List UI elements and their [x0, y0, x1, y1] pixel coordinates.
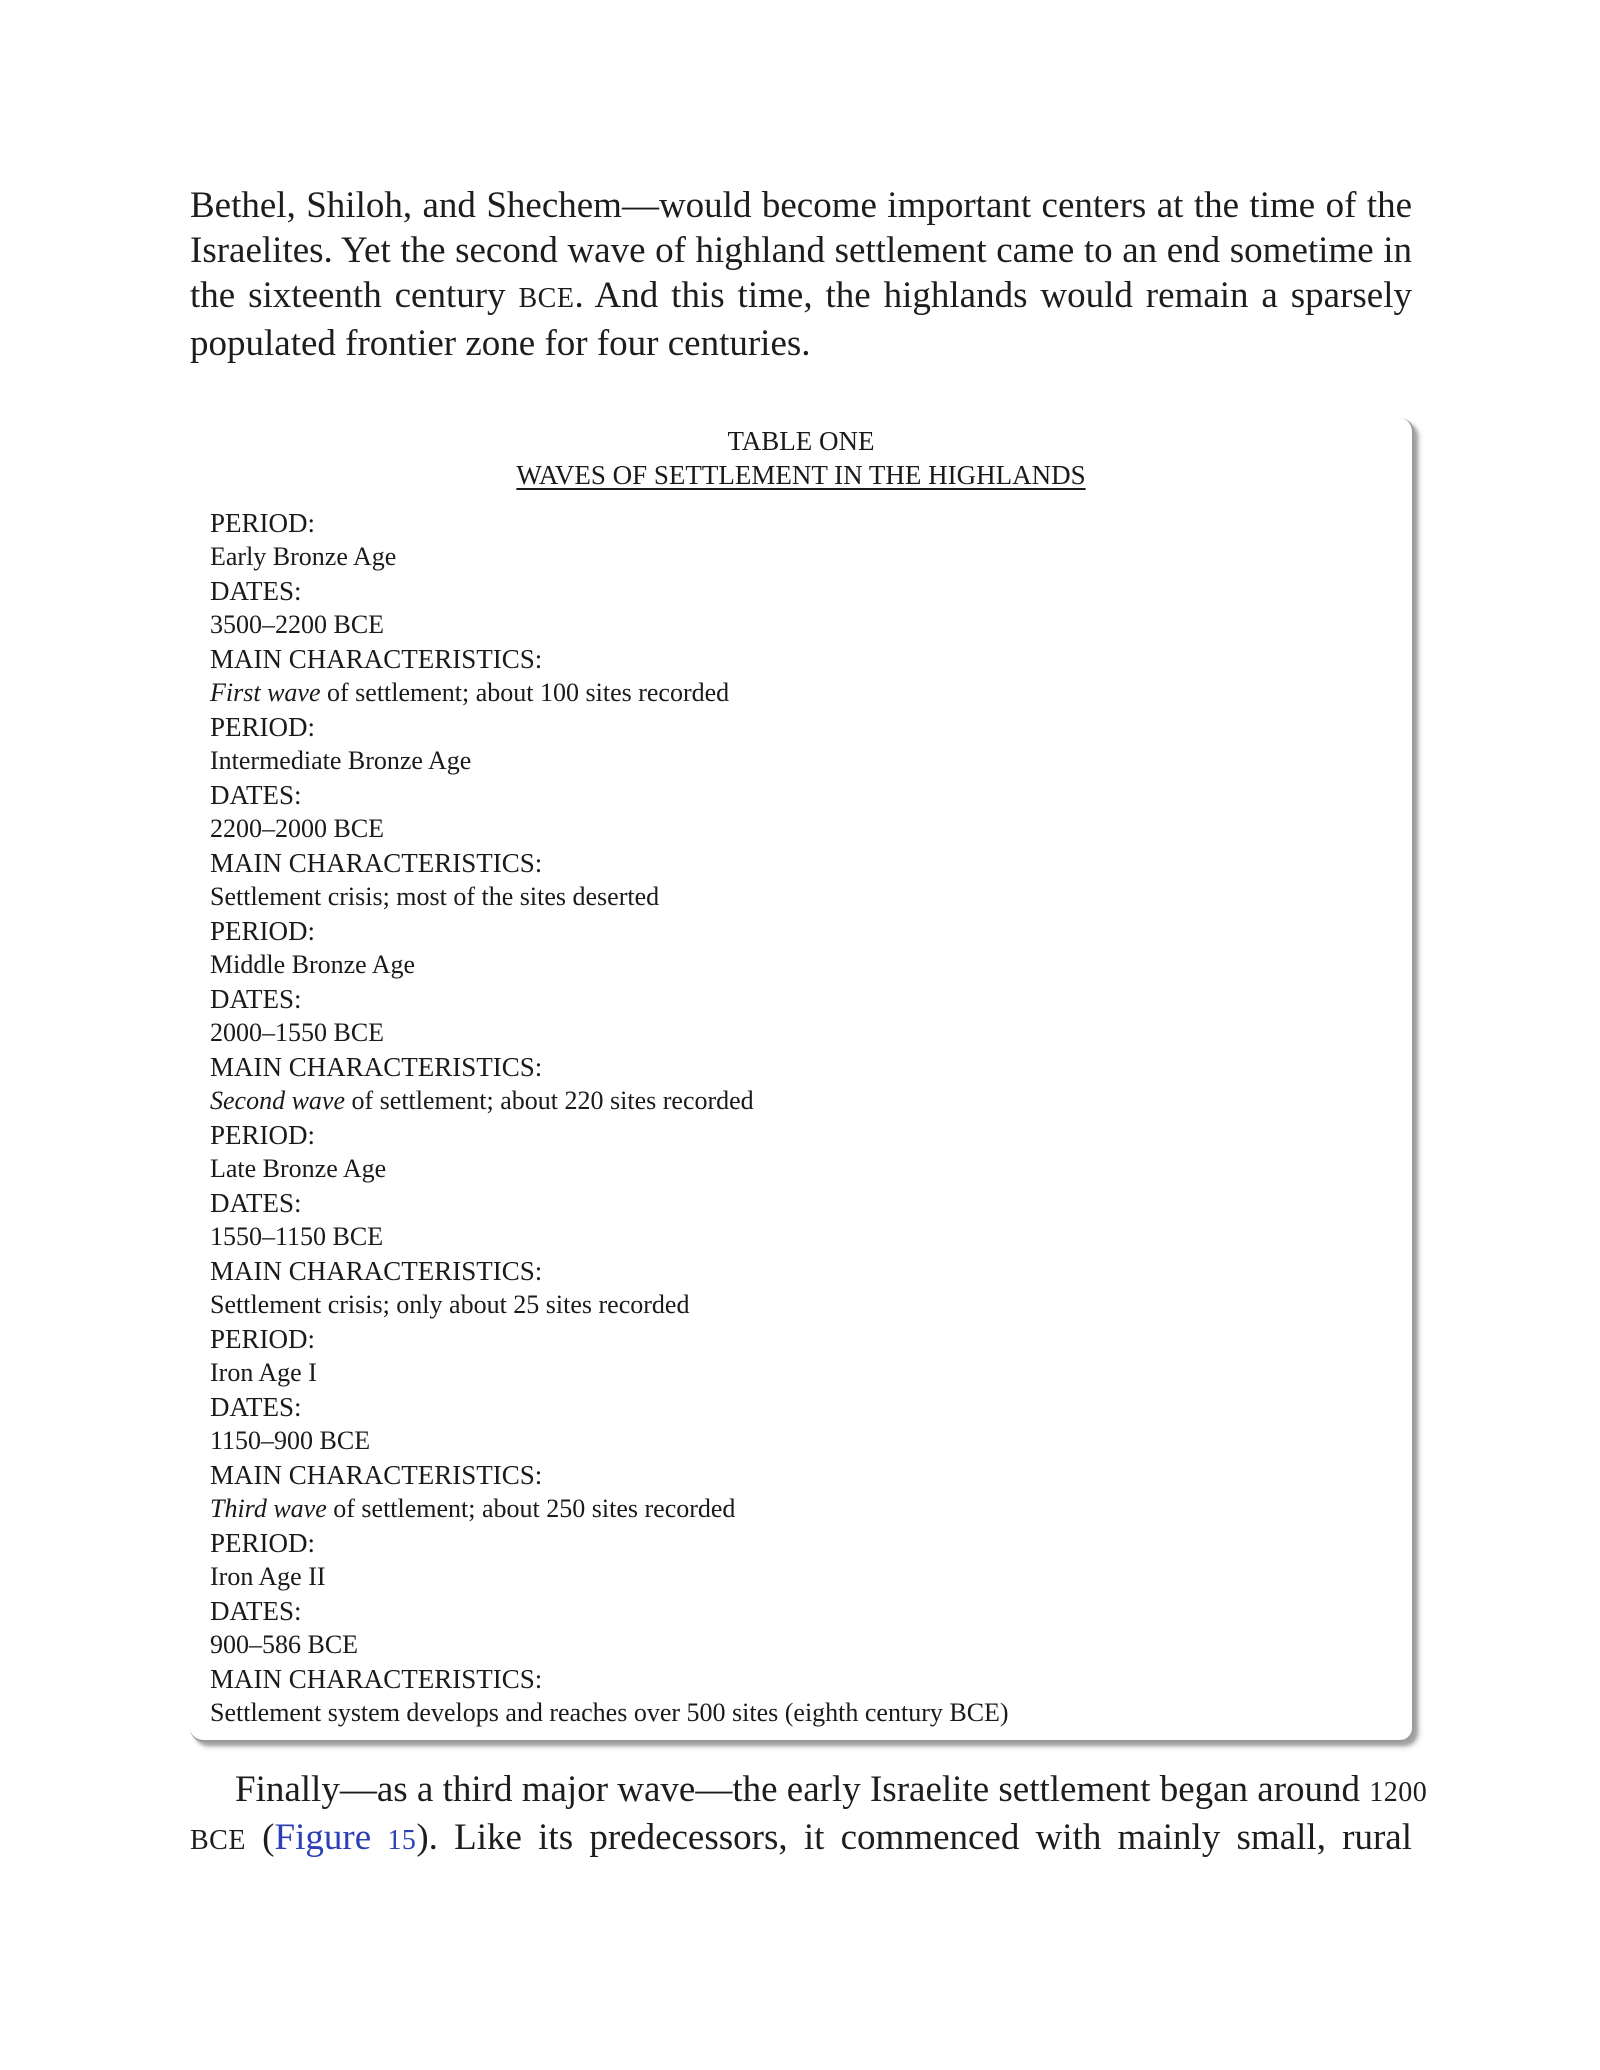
characteristics-text: of settlement; about 100 sites recorded [320, 678, 730, 707]
text-fragment: ). Like its predecessors, it commenced with mainly small, rural [416, 1817, 1413, 1858]
text-line [190, 1815, 1412, 1863]
dates-label: DATES: [210, 1392, 302, 1422]
dates-value: 2200–2000 BCE [210, 814, 385, 843]
dates-label: DATES: [210, 1188, 302, 1218]
figure-link[interactable] [275, 1817, 417, 1858]
period-value: Middle Bronze Age [210, 950, 416, 979]
figure-link-number: 15 [387, 1825, 417, 1856]
characteristics-value [210, 676, 1390, 710]
characteristics-label: MAIN CHARACTERISTICS: [210, 1256, 543, 1286]
characteristics-value [210, 1492, 1390, 1526]
characteristics-text: Settlement crisis; only about 25 sites recorded [210, 1290, 690, 1319]
characteristics-value [210, 1696, 1390, 1730]
era-abbreviation: BCE [518, 283, 575, 314]
characteristics-value [210, 1084, 1390, 1118]
era-abbreviation: BCE [190, 1825, 246, 1856]
dates-value: 2000–1550 BCE [210, 1018, 385, 1047]
characteristics-label: MAIN CHARACTERISTICS: [210, 1052, 543, 1082]
year-number: 1200 [1369, 1777, 1428, 1808]
period-label: PERIOD: [210, 1120, 316, 1150]
text-line [190, 1767, 1428, 1815]
characteristics-text: of settlement; about 250 sites recorded [326, 1494, 736, 1523]
text-fragment: the sixteenth century [190, 275, 519, 316]
characteristics-value [210, 880, 1390, 914]
period-value: Iron Age I [210, 1358, 317, 1387]
body-paragraph-top [190, 183, 1412, 366]
characteristics-text: Settlement crisis; most of the sites deserted [210, 882, 660, 911]
text-line: populated frontier zone for four centuries. [190, 323, 811, 364]
settlement-table [190, 418, 1414, 1742]
period-label: PERIOD: [210, 1528, 316, 1558]
characteristics-label: MAIN CHARACTERISTICS: [210, 644, 543, 674]
period-label: PERIOD: [210, 1324, 316, 1354]
wave-emphasis: First wave [210, 678, 321, 707]
dates-value: 900–586 BCE [210, 1630, 359, 1659]
table-rows [210, 506, 1390, 1730]
dates-label: DATES: [210, 576, 302, 606]
wave-emphasis: Second wave [210, 1086, 346, 1115]
period-label: PERIOD: [210, 916, 316, 946]
table-title: TABLE ONE [727, 426, 875, 456]
dates-label: DATES: [210, 780, 302, 810]
period-value: Late Bronze Age [210, 1154, 387, 1183]
characteristics-text: Settlement system develops and reaches over 500 sites (eighth century BCE) [210, 1698, 1009, 1727]
characteristics-label: MAIN CHARACTERISTICS: [210, 1460, 543, 1490]
text-fragment: ( [245, 1817, 275, 1858]
period-label: PERIOD: [210, 508, 316, 538]
dates-value: 1550–1150 BCE [210, 1222, 384, 1251]
period-label: PERIOD: [210, 712, 316, 742]
characteristics-label: MAIN CHARACTERISTICS: [210, 1664, 543, 1694]
dates-label: DATES: [210, 1596, 302, 1626]
text-line: Bethel, Shiloh, and Shechem—would become important centers at the time of the [190, 185, 1412, 226]
characteristics-text: of settlement; about 220 sites recorded [345, 1086, 754, 1115]
figure-link-label: Figure [274, 1817, 372, 1858]
body-paragraph-bottom [190, 1767, 1428, 1863]
dates-value: 3500–2200 BCE [210, 610, 385, 639]
period-value: Iron Age II [210, 1562, 326, 1591]
text-fragment: . And this time, the highlands would remain a sparsely [574, 275, 1413, 316]
period-value: Intermediate Bronze Age [210, 746, 472, 775]
characteristics-label: MAIN CHARACTERISTICS: [210, 848, 543, 878]
table-subtitle: WAVES OF SETTLEMENT IN THE HIGHLANDS [516, 460, 1086, 490]
dates-value: 1150–900 BCE [210, 1426, 371, 1455]
text-line: Israelites. Yet the second wave of highland settlement came to an end sometime in [190, 230, 1412, 271]
characteristics-value [210, 1288, 1390, 1322]
period-value: Early Bronze Age [210, 542, 397, 571]
text-fragment: Finally—as a third major wave—the early Israelite settlement began around [235, 1769, 1370, 1810]
wave-emphasis: Third wave [210, 1494, 327, 1523]
text-line [190, 273, 1412, 321]
dates-label: DATES: [210, 984, 302, 1014]
